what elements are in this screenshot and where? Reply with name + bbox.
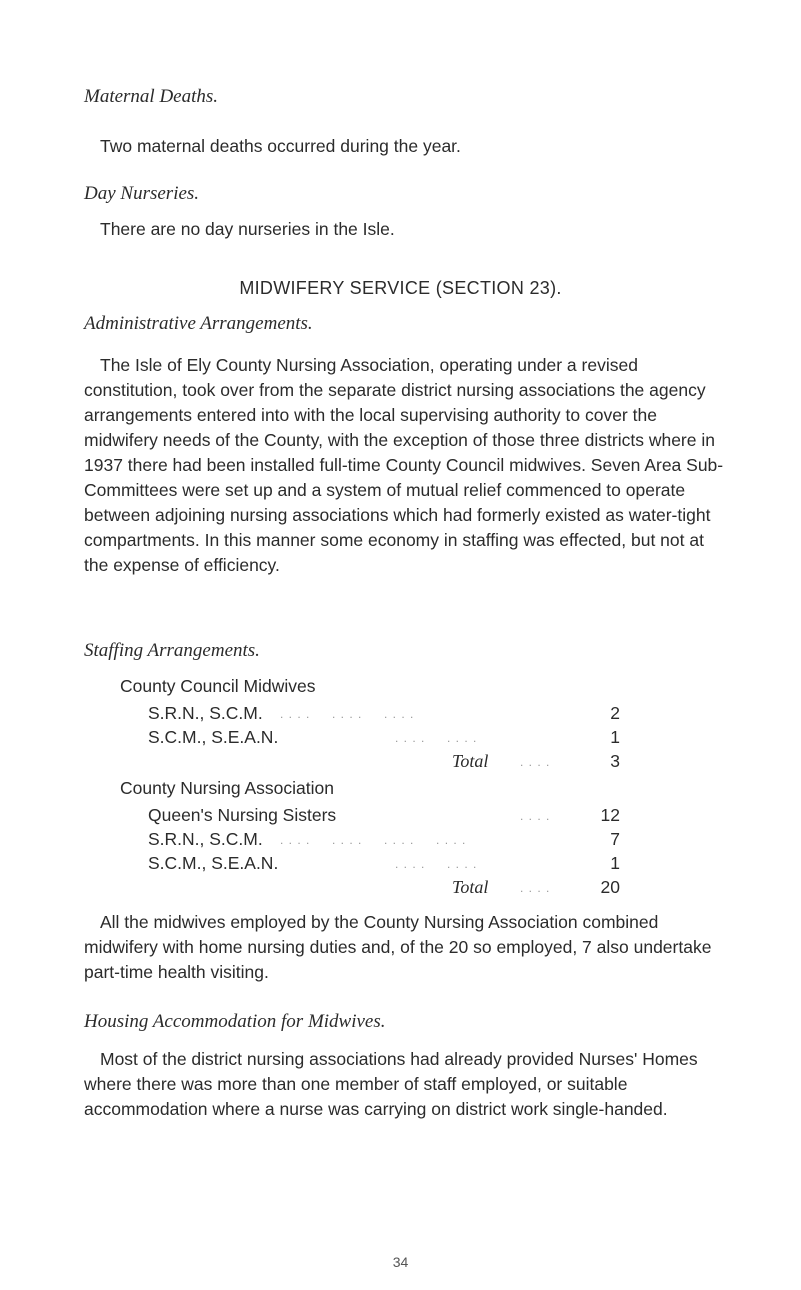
administrative-arrangements-text: The Isle of Ely County Nursing Association, operating under a revised constitution, took over from the separate district nursing associations the agency arrangements entered into with the local supervising authority to cover the midwifery needs of the County, with the exception of those three districts where in 1937 there had been installed full-time County Council midwives. Seven Area Sub-Committees were set up and a system of mutual relief commenced to operate between adjoining nursing associations which had formerly existed as water-tight compartments. In this manner some economy in staffing was effected, but not at the expense of efficiency. xyxy=(84,355,724,575)
day-nurseries-text: There are no day nurseries in the Isle. xyxy=(100,219,395,239)
leader-dots: . . . . xyxy=(520,881,551,895)
total-row xyxy=(0,876,801,898)
leader-dots: . . . . . . . . . . . . xyxy=(280,707,415,721)
total-value: 3 xyxy=(610,751,620,771)
administrative-arrangements-heading: Administrative Arrangements. xyxy=(84,313,313,334)
leader-dots: . . . . . . . . . . . . . . . . xyxy=(280,833,467,847)
table-row xyxy=(0,852,801,874)
staff-count: 7 xyxy=(610,829,620,849)
staff-category-label: Queen's Nursing Sisters xyxy=(148,805,337,825)
total-value: 20 xyxy=(600,877,620,897)
leader-dots: . . . . . . . . xyxy=(395,731,478,745)
staff-category-label: S.R.N., S.C.M. xyxy=(148,703,263,723)
table-row xyxy=(0,804,801,826)
housing-accommodation-text: Most of the district nursing associations had already provided Nurses' Homes where there was more than one member of staff employed, or suitable accommodation where a nurse was carrying on district work single-handed. xyxy=(84,1049,698,1119)
total-label: Total xyxy=(452,877,489,897)
day-nurseries-heading: Day Nurseries. xyxy=(84,183,200,204)
staff-count: 12 xyxy=(600,805,620,825)
staff-category-label: S.R.N., S.C.M. xyxy=(148,829,263,849)
staff-count: 1 xyxy=(610,727,620,747)
staff-category-label: S.C.M., S.E.A.N. xyxy=(148,727,279,747)
table-row xyxy=(0,702,801,724)
leader-dots: . . . . . . . . xyxy=(395,857,478,871)
county-nursing-association-title: County Nursing Association xyxy=(120,778,334,798)
midwifery-service-title: MIDWIFERY SERVICE (SECTION 23). xyxy=(239,278,562,298)
total-row xyxy=(0,750,801,772)
table-row xyxy=(0,726,801,748)
county-council-midwives-title: County Council Midwives xyxy=(120,676,316,696)
maternal-deaths-text: Two maternal deaths occurred during the year. xyxy=(100,136,461,156)
staff-count: 2 xyxy=(610,703,620,723)
staff-category-label: S.C.M., S.E.A.N. xyxy=(148,853,279,873)
staffing-arrangements-heading: Staffing Arrangements. xyxy=(84,640,260,661)
page-number: 34 xyxy=(392,1254,409,1270)
staffing-summary-text: All the midwives employed by the County Nursing Association combined midwifery with home nursing duties and, of the 20 so employed, 7 also undertake part-time health visiting. xyxy=(84,912,712,982)
total-label: Total xyxy=(452,751,489,771)
table-row xyxy=(0,828,801,850)
housing-accommodation-heading: Housing Accommodation for Midwives. xyxy=(84,1011,386,1032)
staff-count: 1 xyxy=(610,853,620,873)
leader-dots: . . . . xyxy=(520,755,551,769)
leader-dots: . . . . xyxy=(520,809,551,823)
maternal-deaths-heading: Maternal Deaths. xyxy=(84,86,219,107)
